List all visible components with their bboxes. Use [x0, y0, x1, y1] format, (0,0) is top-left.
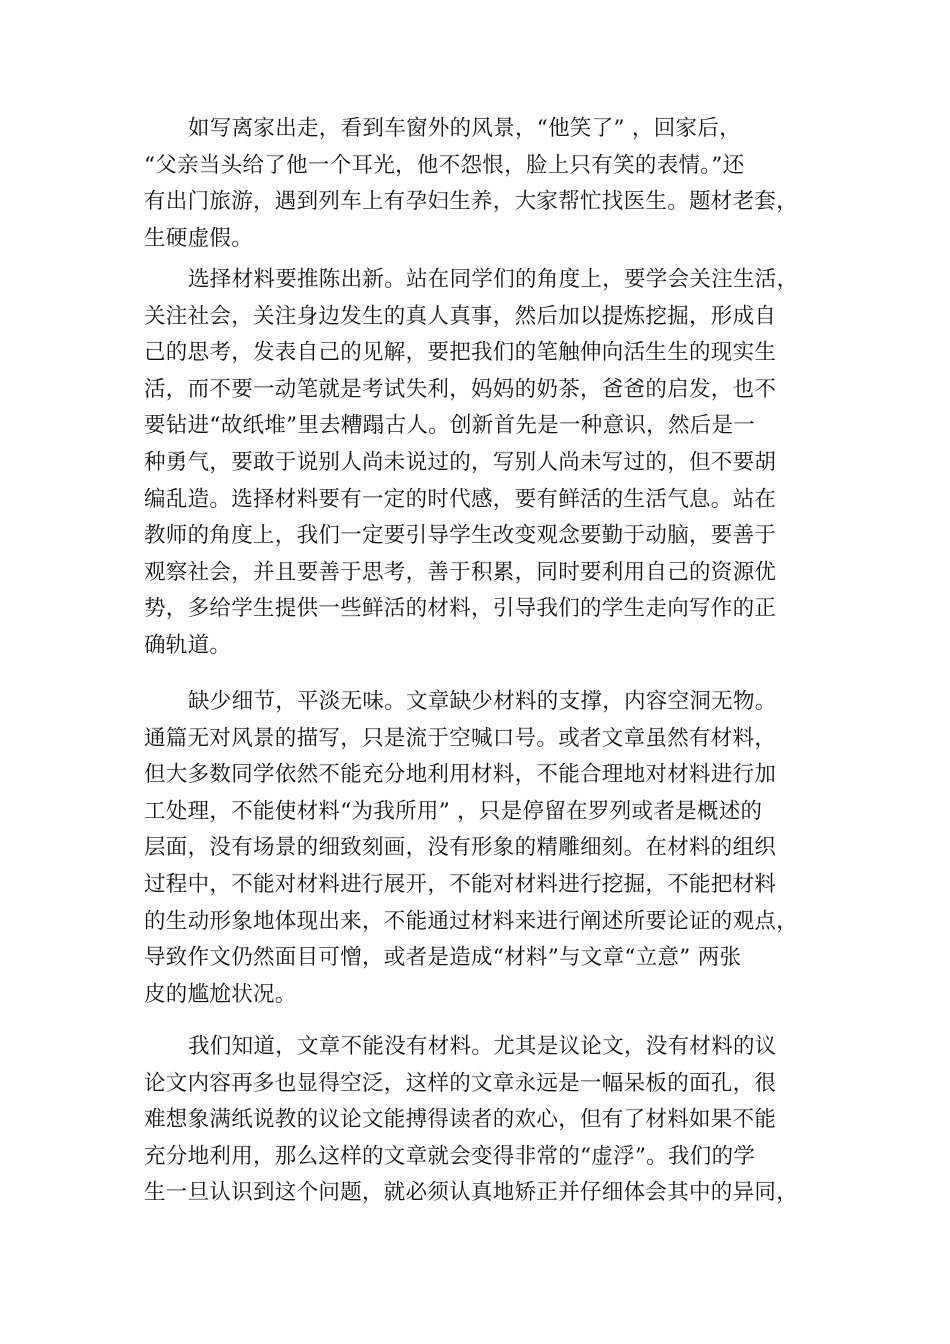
text-line: 但大多数同学依然不能充分地利用材料，不能合理地对材料进行加 [144, 762, 777, 788]
text-line: 通篇无对风景的描写，只是流于空喊口号。或者文章虽然有材料， [144, 725, 777, 751]
text-line: 观察社会，并且要善于思考，善于积累，同时要利用自己的资源优 [144, 559, 777, 585]
text-line: 生硬虚假。 [144, 225, 254, 251]
text-line: 生一旦认识到这个问题，就必须认真地矫正并仔细体会其中的异同， [144, 1180, 799, 1206]
text-line: 种勇气，要敢于说别人尚未说过的，写别人尚未写过的，但不要胡 [144, 449, 777, 475]
paragraph-4 [144, 1029, 798, 1212]
text-line: 势，多给学生提供一些鲜活的材料，引导我们的学生走向写作的正 [144, 596, 777, 622]
paragraph-2 [144, 262, 798, 665]
text-line: 论文内容再多也显得空泛，这样的文章永远是一幅呆板的面孔，很 [144, 1070, 777, 1096]
text-line: 己的思考，发表自己的见解，要把我们的笔触伸向活生生的现实生 [144, 340, 777, 366]
text-line: 导致作文仍然面目可憎，或者是造成“材料”与文章“立意” 两张 [144, 945, 742, 971]
text-line: 难想象满纸说教的议论文能搏得读者的欢心，但有了材料如果不能 [144, 1107, 777, 1133]
text-line: 的生动形象地体现出来，不能通过材料来进行阐述所要论证的观点， [144, 908, 799, 934]
text-line: 关注社会，关注身边发生的真人真事，然后加以提炼挖掘，形成自 [144, 303, 777, 329]
text-line: 选择材料要推陈出新。站在同学们的角度上，要学会关注生活， [188, 267, 799, 292]
text-line: 活，而不要一动笔就是考试失利，妈妈的奶茶，爸爸的启发，也不 [144, 376, 777, 402]
text-line: 皮的尴尬状况。 [144, 981, 297, 1007]
paragraph-1 [144, 111, 798, 257]
text-line: 过程中，不能对材料进行展开，不能对材料进行挖掘，不能把材料 [144, 871, 777, 897]
paragraph-3 [144, 684, 798, 1013]
text-line: 教师的角度上，我们一定要引导学生改变观念要勤于动脑，要善于 [144, 523, 777, 549]
text-line: 工处理，不能使材料“为我所用” ，只是停留在罗列或者是概述的 [144, 798, 763, 824]
text-line: 确轨道。 [144, 632, 232, 658]
text-line: 编乱造。选择材料要有一定的时代感，要有鲜活的生活气息。站在 [144, 486, 777, 512]
text-line: 要钻进“故纸堆”里去糟蹋古人。创新首先是一种意识，然后是一 [144, 413, 756, 439]
text-line: 有出门旅游，遇到列车上有孕妇生养，大家帮忙找医生。题材老套， [144, 189, 799, 215]
text-line: “父亲当头给了他一个耳光，他不怨恨，脸上只有笑的表情。”还 [144, 152, 745, 178]
text-line: 层面，没有场景的细致刻画，没有形象的精雕细刻。在材料的组织 [144, 835, 777, 861]
text-line: 我们知道，文章不能没有材料。尤其是议论文，没有材料的议 [188, 1034, 777, 1059]
text-line: 缺少细节，平淡无味。文章缺少材料的支撑，内容空洞无物。 [188, 689, 777, 714]
text-line: 充分地利用，那么这样的文章就会变得非常的“虚浮”。我们的学 [144, 1143, 756, 1169]
text-line: 如写离家出走，看到车窗外的风景，“他笑了” ，回家后， [188, 116, 741, 141]
